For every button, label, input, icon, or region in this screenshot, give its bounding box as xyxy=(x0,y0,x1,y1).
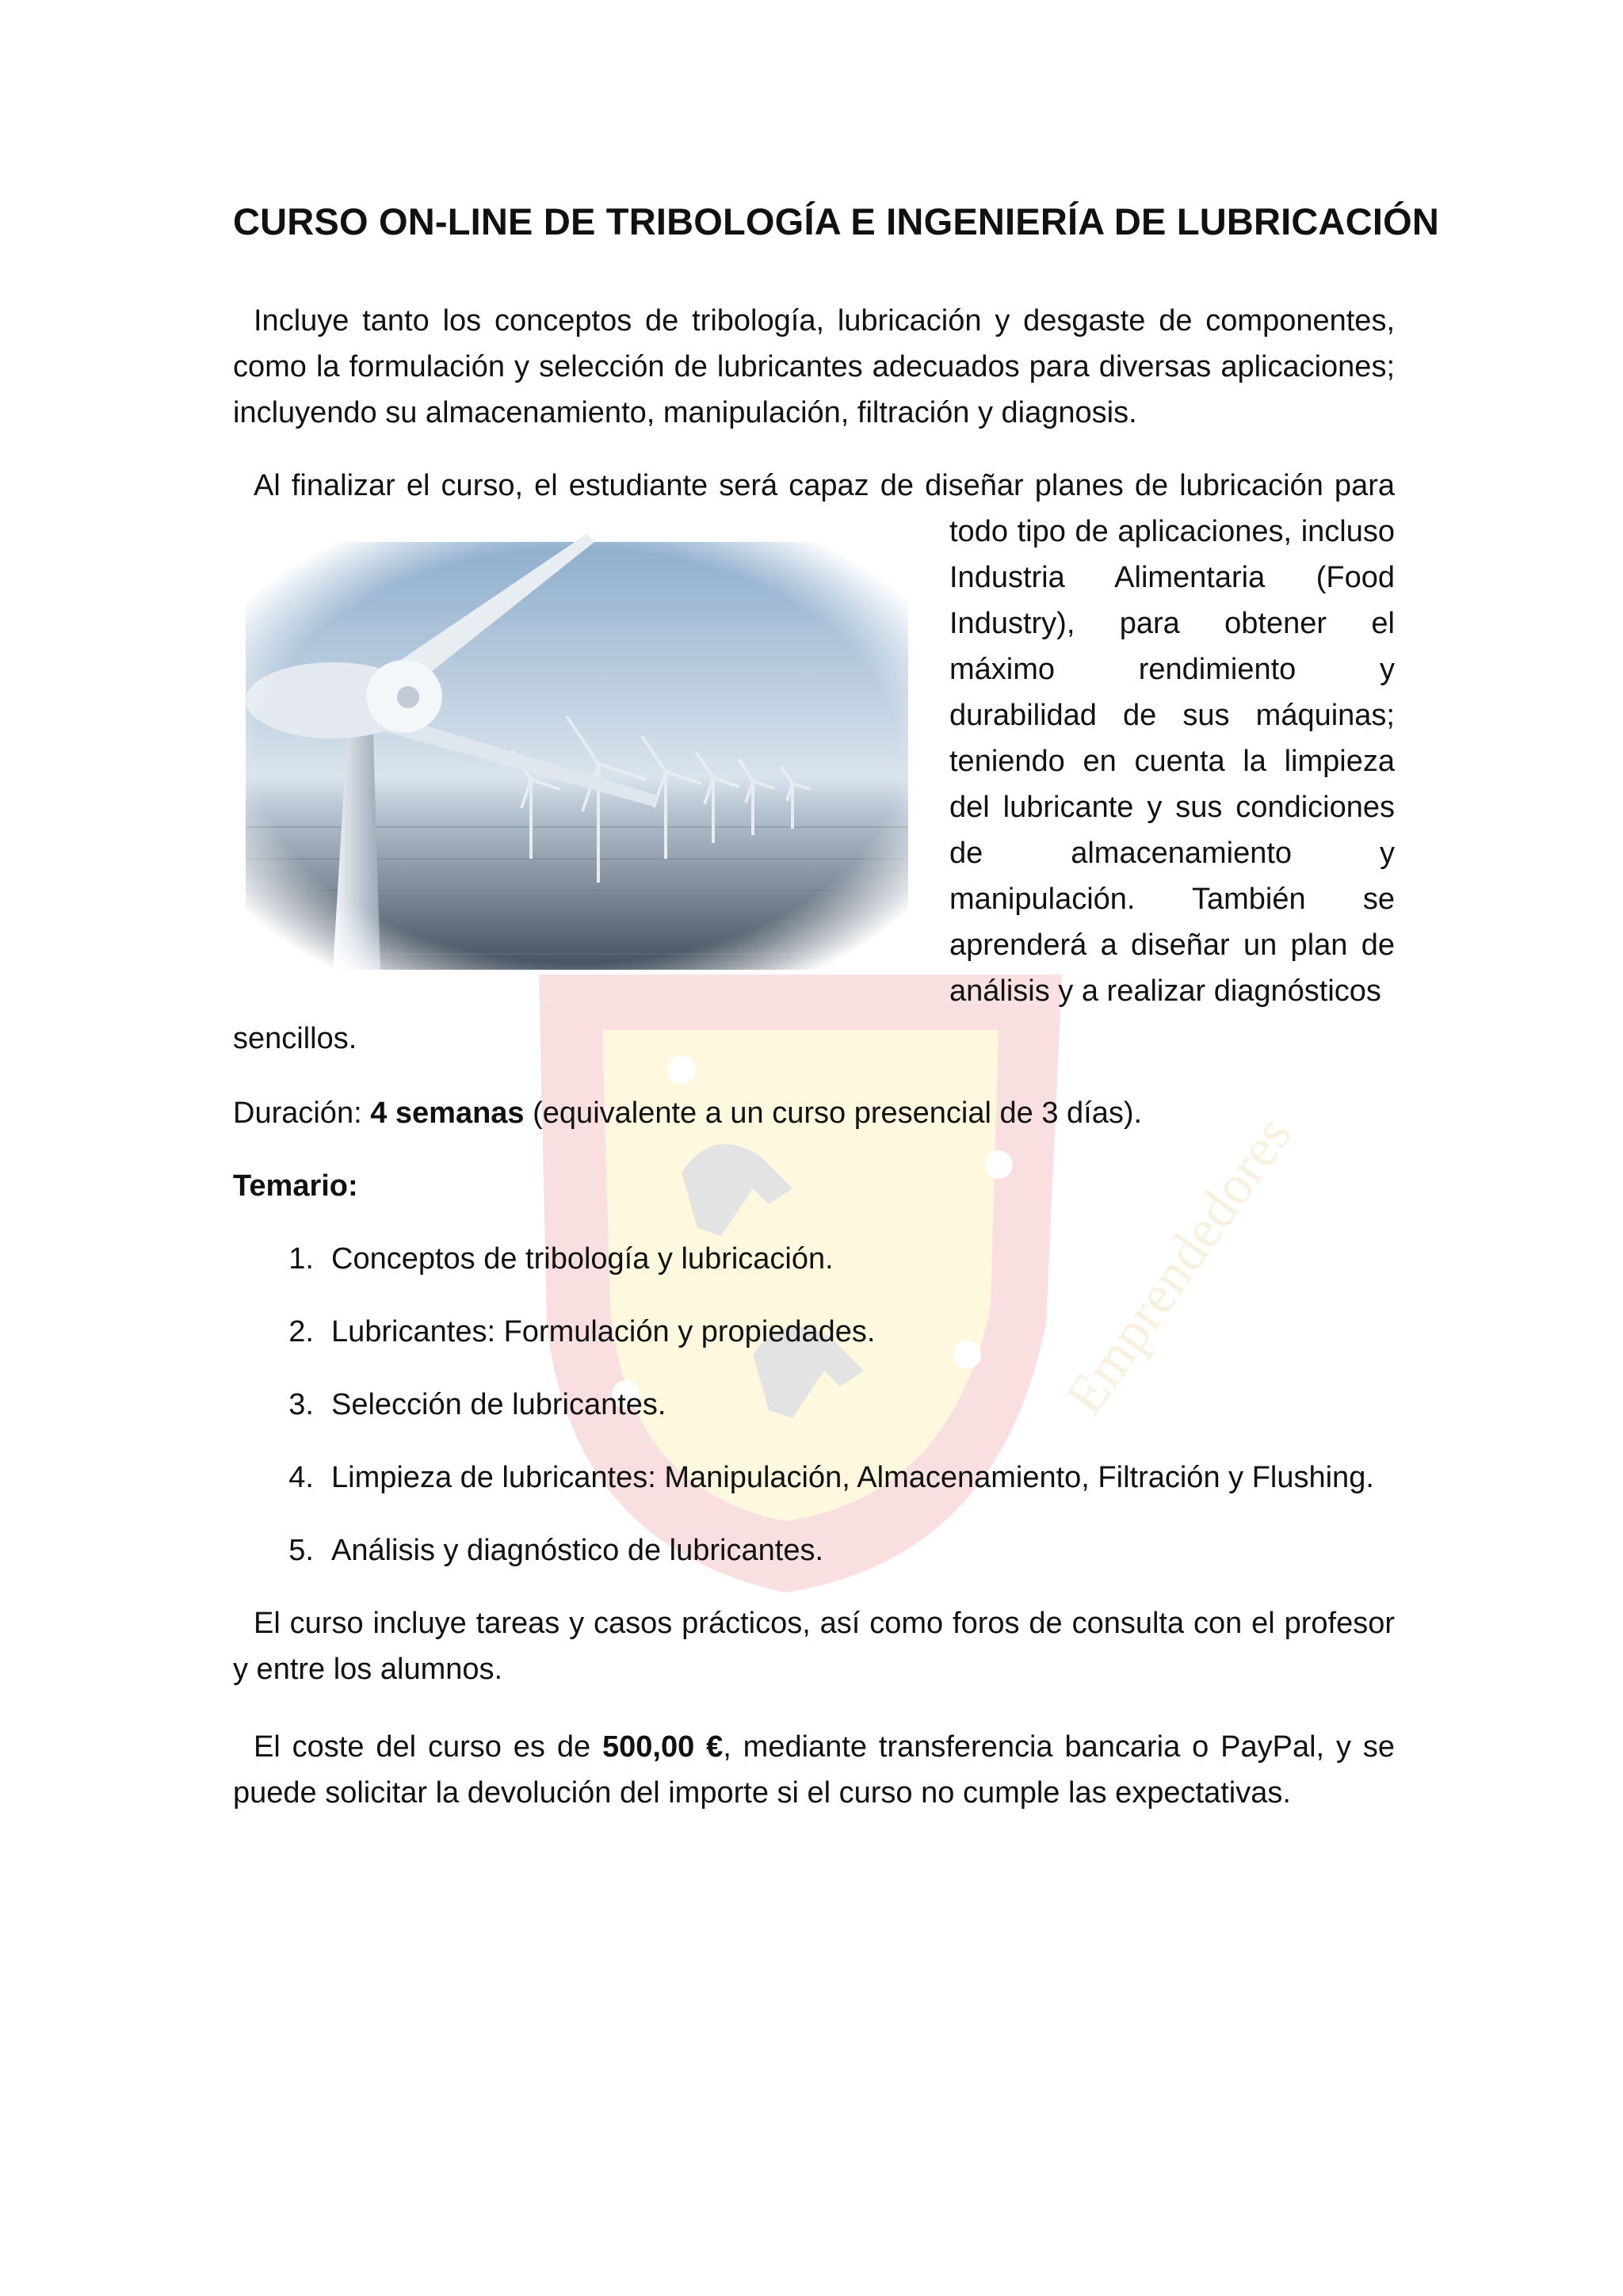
cost-price: 500,00 € xyxy=(601,1730,724,1764)
outcome-paragraph-first-line: Al finalizar el curso, el estudiante será capaz de diseñar planes de lubricación para xyxy=(254,469,1395,502)
cost-before: El coste del curso es de xyxy=(254,1730,602,1764)
duration-note: (equivalente a un curso presencial de 3 días). xyxy=(524,1097,1143,1130)
duration-label: Duración: xyxy=(233,1097,371,1130)
page-title: CURSO ON-LINE DE TRIBOLOGÍA E INGENIERÍA DE LUBRICACIÓN xyxy=(233,200,1439,242)
includes-paragraph: El curso incluye tareas y casos prácticos, así como foros de consulta con el profesor y entre los alumnos. xyxy=(233,1607,1395,1686)
list-item-number: 1. xyxy=(288,1242,314,1276)
wind-turbines-image xyxy=(246,542,908,970)
list-item-number: 2. xyxy=(288,1315,314,1348)
list-item-number: 4. xyxy=(288,1461,314,1494)
list-item-text: Lubricantes: Formulación y propiedades. xyxy=(331,1315,876,1348)
syllabus-heading: Temario: xyxy=(233,1169,358,1203)
list-item-number: 3. xyxy=(288,1388,314,1421)
list-item-number: 5. xyxy=(288,1534,314,1567)
cost-paragraph xyxy=(233,1724,1395,1816)
outcome-paragraph-wrapped-text: todo tipo de aplicaciones, incluso Industria Alimentaria (Food Industry), para obtener el máximo rendimiento y durabilidad de sus máquinas; teniendo en cuenta la limpieza del lubricante y sus condiciones de almacenamiento y manipulación. También se aprenderá a diseñar un plan de análisis y a realizar diagnósticos xyxy=(949,515,1395,1008)
wind-turbines-illustration xyxy=(246,542,908,970)
list-item-text: Conceptos de tribología y lubricación. xyxy=(331,1242,834,1276)
cost-after: , mediante transferencia bancaria o PayPal, y se puede solicitar la devolución del importe si el curso no cumple las expectativas. xyxy=(233,1730,1395,1810)
list-item-text: Limpieza de lubricantes: Manipulación, Almacenamiento, Filtración y Flushing. xyxy=(331,1461,1374,1494)
intro-paragraph: Incluye tanto los conceptos de tribología, lubricación y desgaste de componentes, como la formulación y selección de lubricantes adecuados para diversas aplicaciones; incluyendo su almacenamiento, manipulación, filtración y diagnosis. xyxy=(233,304,1395,429)
outcome-paragraph-wrapped xyxy=(949,509,1395,1014)
outcome-paragraph-last-line: sencillos. xyxy=(233,1022,357,1055)
list-item-text: Selección de lubricantes. xyxy=(331,1388,666,1421)
svg-text:Emprendedores: Emprendedores xyxy=(1054,1105,1304,1426)
duration-line xyxy=(233,1090,1142,1136)
list-item-text: Análisis y diagnóstico de lubricantes. xyxy=(331,1534,824,1567)
duration-value: 4 semanas xyxy=(370,1097,525,1130)
